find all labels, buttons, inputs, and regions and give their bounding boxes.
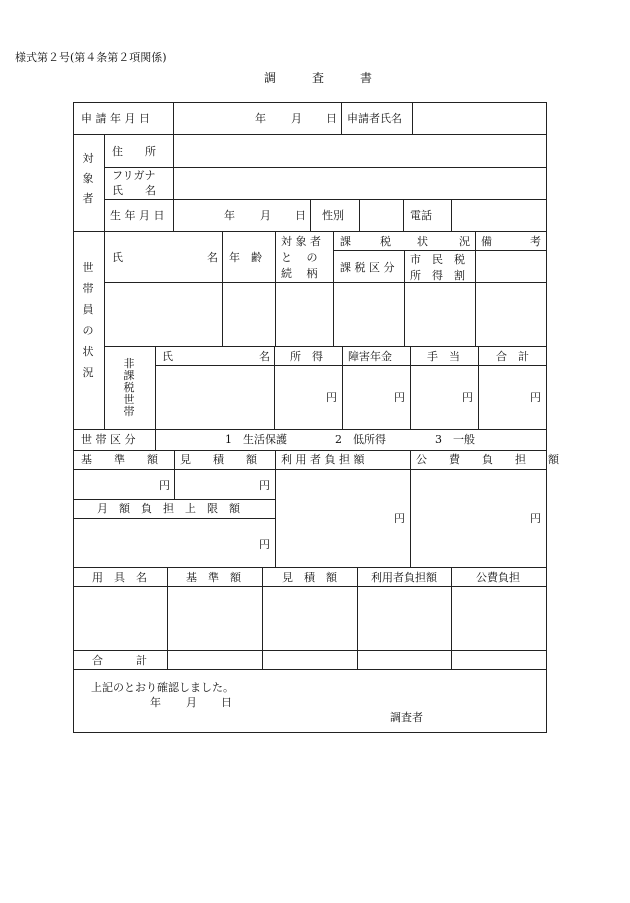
yen-unit: 円 (259, 538, 270, 551)
rule (73, 567, 547, 568)
birth-date-label: 生 年 月 日 (110, 209, 165, 222)
rule (73, 429, 547, 430)
rule (104, 167, 547, 168)
nontax-char: 課 (123, 369, 135, 382)
rule (333, 231, 334, 346)
rule (104, 199, 547, 200)
classification-option-low-income: 2 低所得 (335, 433, 386, 446)
yen-unit: 円 (259, 479, 270, 492)
household-char: の (82, 324, 94, 337)
rule (173, 102, 174, 134)
rule (73, 586, 547, 587)
rule (73, 450, 547, 451)
application-date-label: 申 請 年 月 日 (81, 112, 150, 125)
rule (357, 567, 358, 669)
rule (342, 346, 343, 429)
rule (275, 231, 276, 346)
household-group-label (80, 262, 96, 378)
application-date-year-unit: 年 (255, 112, 266, 125)
yen-unit: 円 (530, 512, 541, 525)
yen-unit: 円 (159, 479, 170, 492)
subject-name-label: 氏 名 (112, 184, 156, 197)
rule (359, 199, 360, 231)
rule (73, 650, 547, 651)
rule (262, 567, 263, 669)
rule (410, 450, 411, 567)
yen-unit: 円 (530, 391, 541, 404)
standard-amount-label: 基 準 額 (81, 453, 158, 466)
household-char: 帯 (82, 282, 94, 295)
estimate-amount-label: 見 積 額 (180, 453, 257, 466)
municipal-tax-label-line1: 市 民 税 (410, 253, 465, 266)
confirmation-month-unit: 月 (186, 696, 197, 709)
gender-label: 性別 (322, 209, 344, 222)
remarks-char: 備 (481, 235, 492, 248)
rule (403, 199, 404, 231)
rule (173, 134, 174, 231)
nontax-char: 世 (123, 393, 135, 406)
rule (104, 282, 547, 283)
household-char: 員 (82, 303, 94, 316)
equipment-total-label: 合 計 (92, 654, 147, 667)
yen-unit: 円 (462, 391, 473, 404)
rule (73, 669, 547, 670)
age-label: 年 齢 (229, 251, 262, 264)
subject-char: 象 (82, 172, 94, 185)
birth-month-unit: 月 (260, 209, 271, 222)
rule (73, 469, 547, 470)
nontax-name-label-given: 名 (259, 350, 270, 363)
household-char: 世 (82, 261, 94, 274)
classification-option-general: 3 一般 (435, 433, 475, 446)
application-date-day-unit: 日 (326, 112, 337, 125)
applicant-name-label: 申請者氏名 (347, 112, 402, 125)
confirmation-day-unit: 日 (221, 696, 232, 709)
rule (104, 346, 547, 347)
member-name-label-family: 氏 (112, 251, 123, 264)
rule (410, 346, 411, 429)
user-burden-label: 利 用 者 負 担 額 (281, 453, 365, 466)
tax-status-char: 状 (417, 235, 428, 248)
subject-char: 者 (82, 192, 94, 205)
rule (73, 518, 275, 519)
equipment-name-header: 用 具 名 (92, 571, 147, 584)
rule (167, 567, 168, 669)
rule (274, 346, 275, 429)
rule (73, 499, 275, 500)
household-char: 状 (82, 345, 94, 358)
birth-year-unit: 年 (224, 209, 235, 222)
yen-unit: 円 (326, 391, 337, 404)
nontax-name-label-family: 氏 (162, 350, 173, 363)
tax-status-char: 況 (459, 235, 470, 248)
rule (478, 346, 479, 429)
municipal-tax-label-line2: 所 得 割 (410, 269, 465, 282)
total-label: 合 計 (496, 350, 529, 363)
rule (155, 429, 156, 450)
relation-label-line3: 続 柄 (281, 267, 318, 280)
rule (222, 231, 223, 346)
rule (475, 231, 476, 346)
household-char: 況 (82, 366, 94, 379)
nontax-char: 税 (123, 381, 135, 394)
rule (275, 450, 276, 567)
furigana-label: フリガナ (112, 169, 156, 182)
income-label: 所 得 (290, 350, 323, 363)
equipment-user-burden-header: 利用者負担額 (371, 571, 437, 584)
rule (310, 199, 311, 231)
rule (451, 567, 452, 669)
investigator-label: 調査者 (390, 711, 423, 724)
confirmation-text: 上記のとおり確認しました。 (91, 681, 234, 694)
form-number: 様式第２号(第４条第２項関係) (15, 51, 167, 64)
disability-pension-label: 障害年金 (348, 350, 392, 363)
remarks-char: 考 (530, 235, 541, 248)
address-label: 住 所 (112, 145, 156, 158)
nontax-household-label (121, 358, 137, 417)
tax-class-label: 課 税 区 分 (340, 261, 395, 274)
member-name-label-given: 名 (207, 251, 218, 264)
tax-status-char: 課 (340, 235, 351, 248)
equipment-estimate-header: 見 積 額 (282, 571, 337, 584)
phone-label: 電話 (410, 209, 432, 222)
subject-char: 対 (82, 152, 94, 165)
rule (451, 199, 452, 231)
equipment-public-burden-header: 公費負担 (476, 571, 520, 584)
rule (155, 365, 547, 366)
allowance-label: 手 当 (427, 350, 460, 363)
rule (174, 450, 175, 499)
yen-unit: 円 (394, 512, 405, 525)
application-date-month-unit: 月 (291, 112, 302, 125)
public-burden-label: 公 費 負 担 額 (416, 453, 559, 466)
rule (104, 134, 105, 429)
confirmation-year-unit: 年 (150, 696, 161, 709)
nontax-char: 帯 (123, 405, 135, 418)
page-title: 調 査 書 (264, 71, 373, 85)
monthly-cap-label: 月 額 負 担 上 限 額 (97, 502, 240, 515)
rule (412, 102, 413, 134)
classification-option-welfare: 1 生活保護 (225, 433, 287, 446)
rule (73, 134, 547, 135)
rule (333, 250, 547, 251)
relation-label-line1: 対 象 者 (281, 235, 321, 248)
yen-unit: 円 (394, 391, 405, 404)
classification-label: 世 帯 区 分 (81, 433, 136, 446)
rule (341, 102, 342, 134)
nontax-char: 非 (123, 357, 135, 370)
tax-status-char: 税 (380, 235, 391, 248)
rule (404, 250, 405, 346)
subject-group-label (80, 153, 96, 204)
equipment-standard-header: 基 準 額 (186, 571, 241, 584)
relation-label-line2: と の (281, 251, 318, 264)
birth-day-unit: 日 (295, 209, 306, 222)
rule (155, 346, 156, 429)
